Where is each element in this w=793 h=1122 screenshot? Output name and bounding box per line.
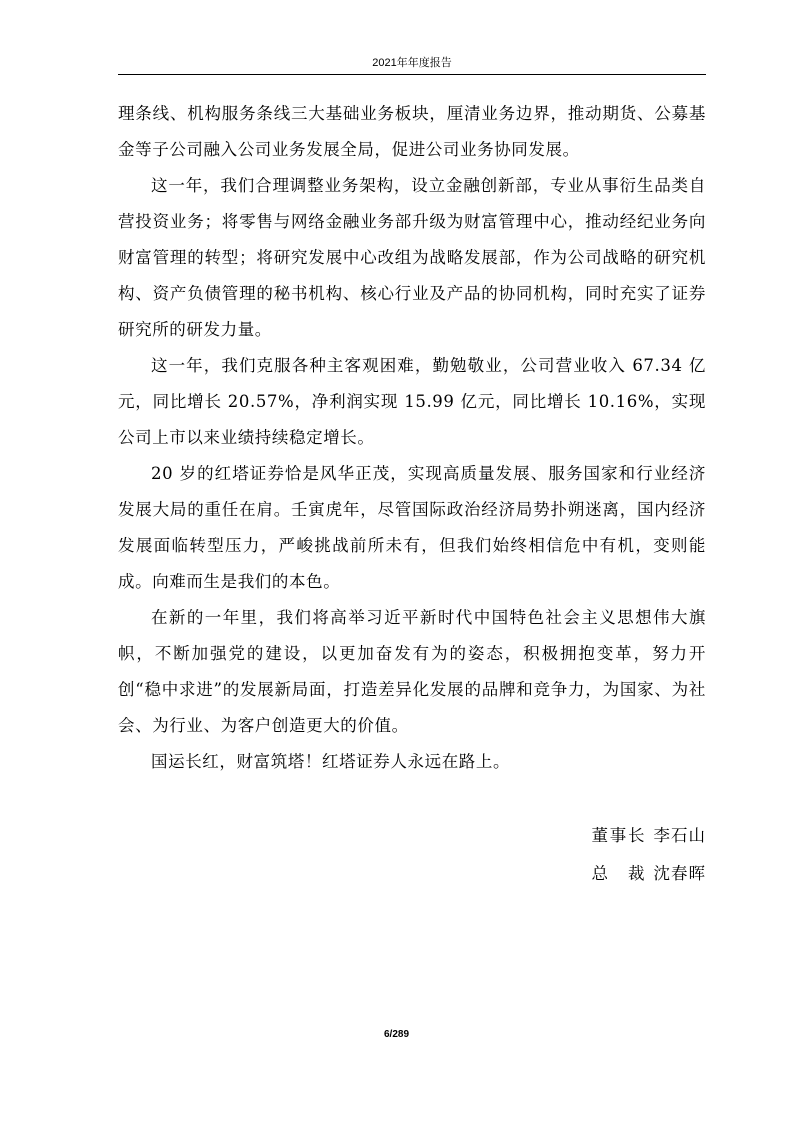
signature-president: [406, 864, 706, 884]
signature-chairman: [406, 826, 706, 846]
paragraph-6: 国运长红，财富筑塔！红塔证券人永远在路上。: [151, 752, 511, 771]
paragraph-4: 20 岁的红塔证券恰是风华正茂，实现高质量发展、服务国家和行业经济发展大局的重任在肩。壬寅虎年，尽管国际政治经济局势扑朔迷离，国内经济发展面临转型压力，严峻挑战前所未有，但我们始终相信危中有机，变则能成。向难而生是我们的本色。: [118, 464, 706, 591]
paragraph-5: 在新的一年里，我们将高举习近平新时代中国特色社会主义思想伟大旗帜，不断加强党的建设，以更加奋发有为的姿态，积极拥抱变革，努力开创“稳中求进”的发展新局面，打造差异化发展的品牌和竞争力，为国家、为社会、为行业、为客户创造更大的价值。: [118, 608, 706, 735]
signature-role: 董事长: [591, 826, 646, 845]
paragraph-1: 理条线、机构服务条线三大基础业务板块，厘清业务边界，推动期货、公募基金等子公司融入公司业务发展全局，促进公司业务协同发展。: [118, 104, 706, 159]
signature-name: 沈春晖: [653, 864, 706, 883]
paragraph-2: 这一年，我们合理调整业务架构，设立金融创新部，专业从事衍生品类自营投资业务；将零售与网络金融业务部升级为财富管理中心，推动经纪业务向财富管理的转型；将研究发展中心改组为战略发展部，作为公司战略的研究机构、资产负债管理的秘书机构、核心行业及产品的协同机构，同时充实了证券研究所的研发力量。: [118, 176, 706, 339]
paragraph-3: 这一年，我们克服各种主客观困难，勤勉敬业，公司营业收入 67.34 亿元，同比增长 20.57%，净利润实现 15.99 亿元，同比增长 10.16%，实现公司上市以来业绩持续稳定增长。: [118, 356, 706, 447]
page-header: 2021年年度报告: [372, 57, 452, 69]
page-number: 6/289: [383, 1029, 410, 1040]
signature-role: 总裁: [591, 864, 646, 883]
signature-name: 李石山: [653, 826, 706, 845]
letter-body: [118, 96, 706, 780]
header-divider: [118, 74, 706, 75]
